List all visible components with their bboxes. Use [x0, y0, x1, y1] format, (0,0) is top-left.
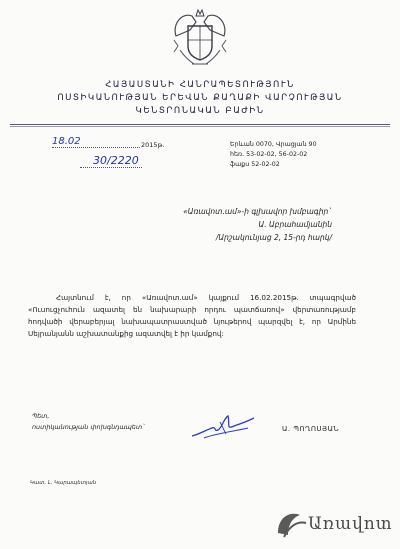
- header-divider: [10, 124, 390, 125]
- recipient-line-2: Ա. Աբրահամյանին: [258, 220, 332, 229]
- address-line-2: հեռ. 53-02-02, 56-02-02: [230, 151, 308, 158]
- prepared-by: Կատ. Լ. Կարապետյան: [30, 480, 97, 486]
- letterhead-line-1: ՀԱՅԱՍՏԱՆԻ ՀԱՆՐԱՊԵՏՈՒԹՅՈՒՆ: [105, 80, 295, 90]
- date-year: 2015թ.: [141, 141, 165, 149]
- header-divider-thin: [10, 126, 390, 127]
- letterhead-line-2: ՈՍՏԻԿԱՆՈՒԹՅԱՆ ԵՐԵՎԱՆ ՔԱՂԱՔԻ ՎԱՐՉՈՒԹՅԱՆ: [57, 93, 343, 103]
- handwritten-reference-number: 30/2220: [93, 154, 139, 167]
- handwritten-signature: [190, 408, 256, 442]
- recipient-line-1: «Առավոտ.ամ»-ի գլխավոր խմբագիր`: [183, 207, 332, 216]
- address-line-3: ֆաքս 52-02-02: [230, 161, 280, 168]
- watermark-text: Առավոտ: [308, 514, 393, 534]
- signer-title-line-1: Պետ,: [32, 412, 50, 420]
- signer-name: Ա. ՊՈՂՈՍՅԱՆ: [282, 425, 340, 433]
- recipient-line-3: /Արշակունյաց 2, 15-րդ հարկ/: [215, 233, 332, 242]
- signer-title-line-2: ոստիկանության փոխգնդապետ`: [32, 423, 146, 431]
- date-dotted-line: [52, 147, 140, 148]
- address-line-1: Երևան 0070, Վրացյան 90: [230, 141, 317, 148]
- number-dotted-line: [80, 167, 142, 168]
- letterhead-line-3: ԿԵՆՏՐՈՆԱԿԱՆ ԲԱԺԻՆ: [135, 106, 265, 116]
- armenian-coat-of-arms-icon: [168, 6, 232, 68]
- handwritten-date: 18.02: [52, 136, 81, 147]
- letter-body: Հայտնում է, որ «Առավոտ.ամ» կայքում 16.02.2015թ. տպագրված «Ուսուցչուհուն ազատել են նախարարի որդու պատճառով» վերտառությամբ հոդվածի վերաբերյալ նախապատրաստված նյութերով պարզվել է, որ Արմինե Սեյրանյանն աշխատանքից ազատվել է իր կամքով:: [28, 293, 356, 338]
